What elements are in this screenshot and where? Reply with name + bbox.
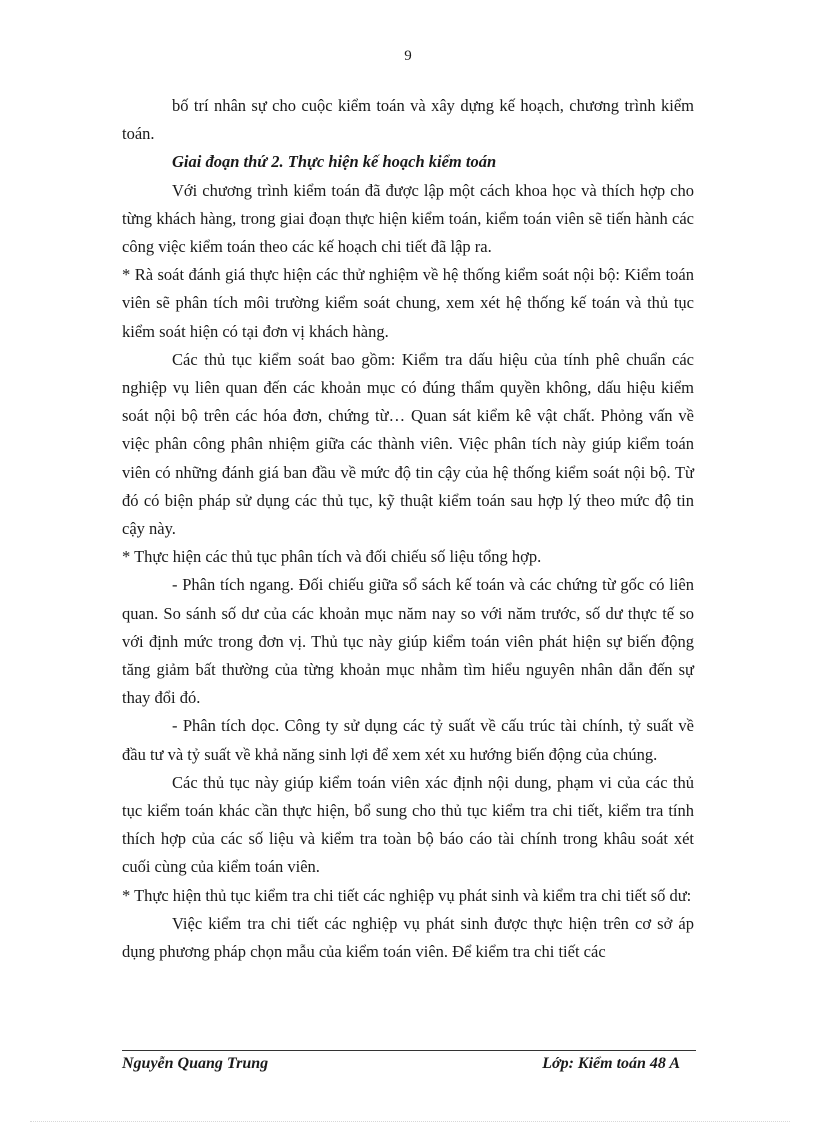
- section-heading: Giai đoạn thứ 2. Thực hiện kế hoạch kiểm toán: [172, 152, 497, 172]
- paragraph: Việc kiểm tra chi tiết các nghiệp vụ phát sinh được thực hiện trên cơ sở áp dụng phương pháp chọn mẫu của kiểm toán viên. Để kiểm tra chi tiết các: [122, 913, 694, 962]
- footer-divider: [122, 1050, 696, 1051]
- paragraph: - Phân tích dọc. Công ty sử dụng các tỷ suất về cấu trúc tài chính, tỷ suất về đầu tư và tỷ suất về khả năng sinh lợi để xem xét xu hướng biến động của chúng.: [122, 716, 694, 764]
- body-text: [122, 92, 694, 966]
- page-bottom-edge: [30, 1121, 790, 1122]
- footer-class: Lớp: Kiểm toán 48 A: [542, 1055, 680, 1072]
- paragraph: Với chương trình kiểm toán đã được lập một cách khoa học và thích hợp cho từng khách hàng, trong giai đoạn thực hiện kiểm toán, kiểm toán viên sẽ tiến hành các công việc kiểm toán theo các kế hoạch chi tiết đã lập ra.: [122, 180, 694, 257]
- paragraph-intro: bố trí nhân sự cho cuộc kiểm toán và xây dựng kế hoạch, chương trình kiểm toán.: [122, 96, 694, 144]
- bullet-paragraph: * Thực hiện các thủ tục phân tích và đối chiếu số liệu tổng hợp.: [122, 547, 542, 567]
- page-number: 9: [404, 48, 412, 64]
- paragraph: - Phân tích ngang. Đối chiếu giữa sổ sách kế toán và các chứng từ gốc có liên quan. So sánh số dư của các khoản mục năm nay so với năm trước, số dư thực tế so với định mức trong đơn vị. Thủ tục này giúp kiểm toán viên phát hiện sự biến động tăng giảm bất thường của từng khoản mục nhằm tìm hiểu nguyên nhân dẫn đến sự thay đổi đó.: [122, 575, 694, 708]
- bullet-paragraph: * Thực hiện thủ tục kiểm tra chi tiết các nghiệp vụ phát sinh và kiểm tra chi tiết số dư:: [122, 885, 692, 905]
- paragraph: Các thủ tục này giúp kiểm toán viên xác định nội dung, phạm vi của các thủ tục kiểm toán khác cần thực hiện, bổ sung cho thủ tục kiểm tra chi tiết, kiểm tra tính thích hợp của các số liệu và kiểm tra toàn bộ báo cáo tài chính trong khâu soát xét cuối cùng của kiểm toán viên.: [122, 772, 694, 877]
- bullet-paragraph: * Rà soát đánh giá thực hiện các thử nghiệm về hệ thống kiểm soát nội bộ: Kiểm toán viên sẽ phân tích môi trường kiểm soát chung, xem xét hệ thống kế toán và thủ tục kiểm soát hiện có tại đơn vị khách hàng.: [122, 265, 694, 341]
- paragraph: Các thủ tục kiểm soát bao gồm: Kiểm tra dấu hiệu của tính phê chuẩn các nghiệp vụ liên quan đến các khoản mục có đúng thẩm quyền không, dấu hiệu kiểm soát nội bộ trên các hóa đơn, chứng từ… Quan sát kiểm kê vật chất. Phỏng vấn về việc phân công phân nhiệm giữa các thành viên. Việc phân tích này giúp kiểm toán viên có những đánh giá ban đầu về mức độ tin cậy của hệ thống kiểm soát nội bộ. Từ đó có biện pháp sử dụng các thủ tục, kỹ thuật kiểm toán sau hợp lý theo mức độ tin cậy này.: [122, 349, 694, 539]
- footer-author: Nguyễn Quang Trung: [122, 1055, 269, 1072]
